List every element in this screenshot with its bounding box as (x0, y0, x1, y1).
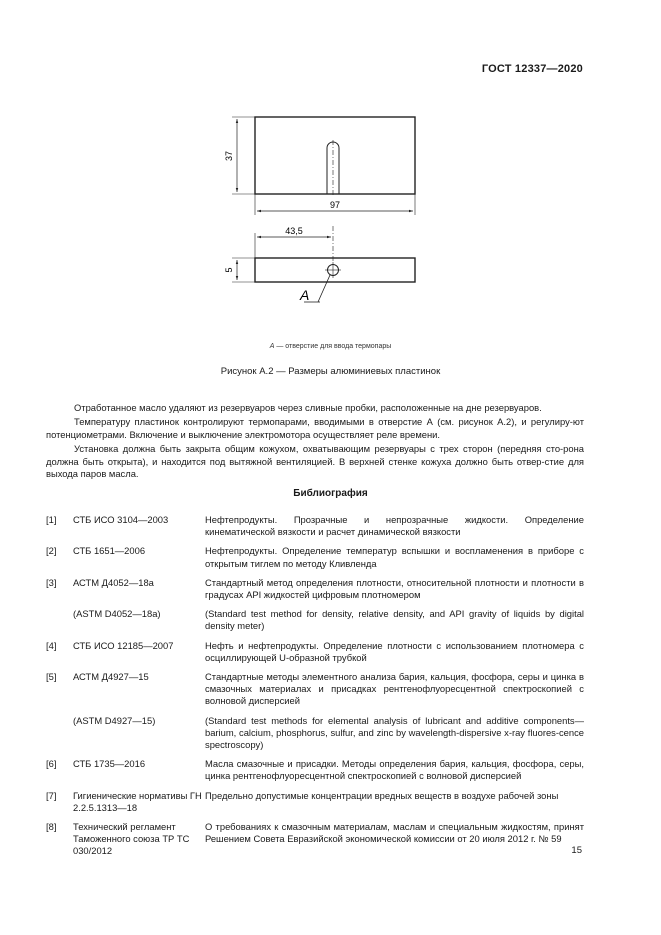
plate-dimensions-drawing (0, 0, 661, 340)
bibliography-entry (46, 790, 584, 814)
bibliography-entry (46, 640, 584, 664)
paragraph: Температуру пластинок контролируют термопарами, вводимыми в отверстие А (см. рисунок А.2), и регулиру-ют потенциометрами. Включение и выключение электромотора осуществляет реле времени. (46, 416, 584, 440)
entry-code: СТБ 1651—2006 (73, 545, 146, 557)
entry-number (46, 608, 73, 632)
bibliography-entry (46, 821, 584, 858)
entry-number (46, 715, 73, 752)
entry-description: (Standard test methods for elemental analysis of lubricant and additive components— barium, calcium, phosphorus, sulfur, and zinc by wavelength-dispersive x-ray fluores-cence spectroscopy) (205, 714, 584, 751)
dim-hole-position-label: 43,5 (285, 226, 303, 236)
dim-width-label: 97 (329, 200, 341, 210)
entry-code: (ASTM D4927—15) (73, 714, 156, 726)
bibliography-list (46, 514, 584, 865)
figure-note-text: — отверстие для ввода термопары (274, 343, 392, 350)
entry-code: СТБ ИСО 3104—2003 (73, 514, 169, 525)
entry-description: (Standard test method for density, relative density, and API gravity of liquids by digital density meter) (205, 608, 584, 632)
entry-number: [3] (46, 576, 57, 588)
plate-top-view (255, 117, 415, 194)
entry-code: АСТМ Д4927—15 (73, 671, 149, 683)
label-a: A (300, 287, 310, 303)
entry-code: Технический регламент Таможенного союза ТР ТС 030/2012 (73, 821, 190, 857)
bibliography-entry (46, 715, 584, 752)
entry-description: Нефтепродукты. Прозрачные и непрозрачные жидкости. Определение кинематической вязкости и расчет динамической вязкости (205, 514, 584, 538)
figure-note-letter: A (269, 343, 275, 350)
entry-description: Нефтепродукты. Определение температур вспышки и воспламенения в приборе с открытым тиглем по методу Кливленда (205, 545, 584, 569)
entry-number: [1] (46, 514, 57, 525)
figure-note (0, 343, 661, 350)
bibliography-entry (46, 545, 584, 569)
entry-number: [2] (46, 545, 57, 557)
bibliography-title: Библиография (293, 488, 368, 499)
bibliography-entry (46, 758, 584, 782)
body-text (46, 402, 584, 482)
entry-description: Масла смазочные и присадки. Методы определения бария, кальция, фосфора, серы, цинка рентгенофлуоресцентной спектроскопией с волновой дисперсией (205, 758, 584, 782)
entry-code: СТБ ИСО 12185—2007 (73, 639, 174, 651)
entry-code: СТБ 1735—2016 (73, 758, 146, 770)
document-code: ГОСТ 12337—2020 (481, 63, 583, 75)
dim-thickness-label: 5 (224, 267, 234, 273)
entry-number: [6] (46, 758, 57, 770)
entry-code: АСТМ Д4052—18а (73, 576, 154, 588)
entry-description: Стандартный метод определения плотности, относительной плотности и плотности в градусах API жидкостей цифровым плотномером (205, 576, 584, 601)
entry-number: [8] (46, 821, 57, 833)
entry-number: [4] (46, 639, 57, 651)
dim-height-label: 37 (224, 150, 234, 162)
paragraph: Установка должна быть закрыта общим кожухом, охватывающим резервуары с трех сторон (передняя сто-рона должна быть открыта), и находится под вытяжной вентиляцией. В верхней стенке кожуха должно быть отвер-стие для выхода паров масла. (46, 443, 584, 480)
entry-description: Предельно допустимые концентрации вредных веществ в воздухе рабочей зоны (205, 789, 559, 801)
paragraph: Отработанное масло удаляют из резервуаров через сливные пробки, расположенные на дне резервуаров. (74, 402, 542, 413)
entry-code: (ASTM D4052—18a) (73, 608, 161, 620)
entry-code: Гигиенические нормативы ГН 2.2.5.1313—18 (73, 789, 202, 813)
entry-number: [7] (46, 789, 57, 801)
bibliography-entry (46, 577, 584, 601)
bibliography-entry (46, 671, 584, 708)
bibliography-entry (46, 514, 584, 538)
entry-description: О требованиях к смазочным материалам, маслам и специальным жидкостям, принят Решением Совета Евразийской экономической комиссии от 20 июля 2012 г. № 59 (205, 821, 584, 845)
entry-number: [5] (46, 671, 57, 683)
entry-description: Нефть и нефтепродукты. Определение плотности с использованием плотномера с осциллирующей U-образной трубкой (205, 639, 584, 663)
bibliography-entry (46, 608, 584, 632)
entry-description: Стандартные методы элементного анализа бария, кальция, фосфора, серы и цинка в смазочных материалах и присадках рентгенофлуоресцентной спектроскопией с волновой дисперсией (205, 671, 584, 707)
figure-caption: Рисунок А.2 — Размеры алюминиевых пластинок (220, 366, 441, 377)
page-number: 15 (571, 845, 582, 856)
